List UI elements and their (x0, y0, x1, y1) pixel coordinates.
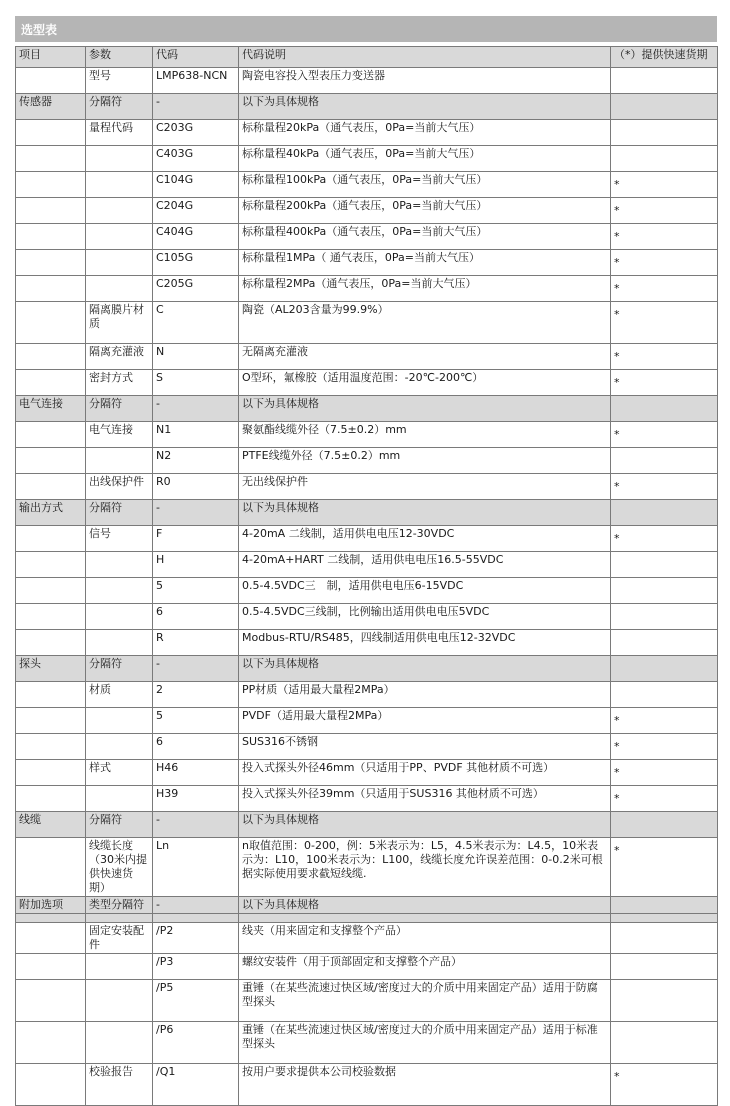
param-cell: 分隔符 (86, 94, 153, 120)
param-cell (86, 250, 153, 276)
param-cell (86, 630, 153, 656)
desc-cell: 投入式探头外径46mm（只适用于PP、PVDF 其他材质不可选） (239, 760, 611, 786)
table-row (16, 302, 718, 344)
table-row (16, 172, 718, 198)
code-cell: Ln (153, 838, 239, 897)
quick-delivery-cell: * (611, 838, 718, 897)
param-cell: 样式 (86, 760, 153, 786)
desc-cell: 聚氨酯线缆外径（7.5±0.2）mm (239, 422, 611, 448)
item-cell (16, 838, 86, 897)
desc-cell: 线夹（用来固定和支撑整个产品） (239, 923, 611, 954)
table-row (16, 786, 718, 812)
desc-cell: 以下为具体规格 (239, 94, 611, 120)
table-row (16, 1022, 718, 1064)
item-cell (16, 224, 86, 250)
code-cell: C204G (153, 198, 239, 224)
code-cell: LMP638-NCN (153, 68, 239, 94)
code-cell: N (153, 344, 239, 370)
quick-delivery-cell (611, 604, 718, 630)
code-cell: - (153, 396, 239, 422)
desc-cell: 无出线保护件 (239, 474, 611, 500)
param-cell: 固定安装配件 (86, 923, 153, 954)
desc-cell: 标称量程1MPa（ 通气表压，0Pa=当前大气压） (239, 250, 611, 276)
code-cell: 6 (153, 734, 239, 760)
desc-cell: 螺纹安装件（用于顶部固定和支撑整个产品） (239, 954, 611, 980)
param-cell (86, 980, 153, 1022)
desc-cell: 4-20mA+HART 二线制，适用供电电压16.5-55VDC (239, 552, 611, 578)
quick-delivery-cell (611, 578, 718, 604)
desc-cell: 无隔离充灌液 (239, 344, 611, 370)
desc-cell: 陶瓷（AL203含量为99.9%） (239, 302, 611, 344)
item-cell (16, 786, 86, 812)
header-desc: 代码说明 (239, 47, 611, 68)
code-cell: C205G (153, 276, 239, 302)
item-cell (16, 954, 86, 980)
bottom-divider (15, 913, 717, 914)
item-cell: 电气连接 (16, 396, 86, 422)
item-cell: 线缆 (16, 812, 86, 838)
param-cell: 线缆长度（30米内提供快速货期） (86, 838, 153, 897)
item-cell (16, 474, 86, 500)
table-header-row (16, 47, 718, 68)
header-item: 项目 (16, 47, 86, 68)
code-cell: - (153, 94, 239, 120)
param-cell (86, 198, 153, 224)
table-row (16, 708, 718, 734)
quick-delivery-cell: * (611, 250, 718, 276)
param-cell: 出线保护件 (86, 474, 153, 500)
quick-delivery-cell (611, 552, 718, 578)
item-cell (16, 422, 86, 448)
param-cell: 信号 (86, 526, 153, 552)
table-row (16, 276, 718, 302)
item-cell (16, 760, 86, 786)
table-row (16, 604, 718, 630)
item-cell (16, 1022, 86, 1064)
quick-delivery-cell: * (611, 526, 718, 552)
code-cell: H (153, 552, 239, 578)
code-cell: /P5 (153, 980, 239, 1022)
param-cell: 量程代码 (86, 120, 153, 146)
item-cell (16, 276, 86, 302)
desc-cell: 标称量程40kPa（通气表压，0Pa=当前大气压） (239, 146, 611, 172)
item-cell (16, 146, 86, 172)
param-cell (86, 146, 153, 172)
desc-cell: 以下为具体规格 (239, 812, 611, 838)
code-cell: /Q1 (153, 1064, 239, 1106)
desc-cell: PP材质（适用最大量程2MPa） (239, 682, 611, 708)
selection-table (15, 46, 718, 1106)
code-cell: 5 (153, 708, 239, 734)
desc-cell: 标称量程100kPa（通气表压，0Pa=当前大气压） (239, 172, 611, 198)
item-cell (16, 448, 86, 474)
param-cell: 分隔符 (86, 396, 153, 422)
quick-delivery-cell (611, 146, 718, 172)
code-cell: C (153, 302, 239, 344)
page-title: 选型表 (21, 23, 58, 37)
desc-cell: 4-20mA 二线制，适用供电电压12-30VDC (239, 526, 611, 552)
param-cell: 分隔符 (86, 656, 153, 682)
code-cell: /P2 (153, 923, 239, 954)
quick-delivery-cell: * (611, 370, 718, 396)
section-row (16, 897, 718, 923)
item-cell (16, 708, 86, 734)
item-cell: 传感器 (16, 94, 86, 120)
code-cell: 5 (153, 578, 239, 604)
item-cell (16, 370, 86, 396)
param-cell: 隔离充灌液 (86, 344, 153, 370)
desc-cell: 陶瓷电容投入型表压力变送器 (239, 68, 611, 94)
quick-delivery-cell: * (611, 1064, 718, 1106)
table-row (16, 734, 718, 760)
item-cell (16, 682, 86, 708)
desc-cell: Modbus-RTU/RS485，四线制适用供电电压12-32VDC (239, 630, 611, 656)
header-code: 代码 (153, 47, 239, 68)
quick-delivery-cell (611, 630, 718, 656)
table-row (16, 198, 718, 224)
item-cell (16, 172, 86, 198)
code-cell: N2 (153, 448, 239, 474)
desc-cell: 0.5-4.5VDC三 制，适用供电电压6-15VDC (239, 578, 611, 604)
section-row (16, 500, 718, 526)
quick-delivery-cell (611, 500, 718, 526)
header-param: 参数 (86, 47, 153, 68)
desc-cell: 以下为具体规格 (239, 656, 611, 682)
desc-cell: 标称量程20kPa（通气表压，0Pa=当前大气压） (239, 120, 611, 146)
section-row (16, 656, 718, 682)
item-cell (16, 980, 86, 1022)
quick-delivery-cell: * (611, 786, 718, 812)
desc-cell: PTFE线缆外径（7.5±0.2）mm (239, 448, 611, 474)
quick-delivery-cell (611, 812, 718, 838)
desc-cell: 以下为具体规格 (239, 897, 611, 923)
quick-delivery-cell (611, 448, 718, 474)
quick-delivery-cell (611, 1022, 718, 1064)
param-cell: 类型分隔符 (86, 897, 153, 923)
table-row (16, 923, 718, 954)
item-cell (16, 344, 86, 370)
param-cell: 材质 (86, 682, 153, 708)
code-cell: /P6 (153, 1022, 239, 1064)
item-cell (16, 734, 86, 760)
quick-delivery-cell (611, 656, 718, 682)
item-cell (16, 552, 86, 578)
desc-cell: 投入式探头外径39mm（只适用于SUS316 其他材质不可选） (239, 786, 611, 812)
table-row (16, 980, 718, 1022)
param-cell (86, 448, 153, 474)
desc-cell: 0.5-4.5VDC三线制，比例输出适用供电电压5VDC (239, 604, 611, 630)
table-row (16, 448, 718, 474)
desc-cell: 标称量程2MPa（通气表压，0Pa=当前大气压） (239, 276, 611, 302)
quick-delivery-cell (611, 94, 718, 120)
code-cell: C404G (153, 224, 239, 250)
desc-cell: 按用户要求提供本公司校验数据 (239, 1064, 611, 1106)
item-cell: 探头 (16, 656, 86, 682)
desc-cell: 标称量程400kPa（通气表压，0Pa=当前大气压） (239, 224, 611, 250)
code-cell: - (153, 897, 239, 923)
quick-delivery-cell (611, 120, 718, 146)
item-cell (16, 578, 86, 604)
quick-delivery-cell: * (611, 344, 718, 370)
table-row (16, 838, 718, 897)
code-cell: - (153, 500, 239, 526)
code-cell: H39 (153, 786, 239, 812)
table-row (16, 224, 718, 250)
quick-delivery-cell: * (611, 474, 718, 500)
section-row (16, 396, 718, 422)
table-row (16, 552, 718, 578)
table-row (16, 250, 718, 276)
table-row (16, 422, 718, 448)
table-row (16, 474, 718, 500)
desc-cell: 标称量程200kPa（通气表压，0Pa=当前大气压） (239, 198, 611, 224)
param-cell (86, 604, 153, 630)
quick-delivery-cell: * (611, 734, 718, 760)
quick-delivery-cell: * (611, 302, 718, 344)
param-cell (86, 786, 153, 812)
table-row (16, 630, 718, 656)
param-cell: 分隔符 (86, 812, 153, 838)
item-cell (16, 630, 86, 656)
quick-delivery-cell: * (611, 422, 718, 448)
param-cell (86, 708, 153, 734)
desc-cell: 重锤（在某些流速过快区域/密度过大的介质中用来固定产品）适用于标准型探头 (239, 1022, 611, 1064)
table-row (16, 68, 718, 94)
param-cell (86, 276, 153, 302)
item-cell (16, 302, 86, 344)
table-row (16, 578, 718, 604)
table-row (16, 760, 718, 786)
item-cell (16, 923, 86, 954)
item-cell (16, 526, 86, 552)
code-cell: N1 (153, 422, 239, 448)
quick-delivery-cell: * (611, 224, 718, 250)
param-cell (86, 224, 153, 250)
item-cell: 输出方式 (16, 500, 86, 526)
quick-delivery-cell (611, 980, 718, 1022)
table-row (16, 120, 718, 146)
item-cell (16, 604, 86, 630)
desc-cell: SUS316不锈钢 (239, 734, 611, 760)
table-row (16, 682, 718, 708)
desc-cell: PVDF（适用最大量程2MPa） (239, 708, 611, 734)
desc-cell: n取值范围：0-200，例：5米表示为：L5，4.5米表示为：L4.5，10米表示为：L10，100米表示为：L100，线缆长度允许误差范围：0-0.2米可根据实际使用要求截短线缆. (239, 838, 611, 897)
table-row (16, 370, 718, 396)
param-cell (86, 552, 153, 578)
code-cell: H46 (153, 760, 239, 786)
code-cell: C104G (153, 172, 239, 198)
code-cell: C403G (153, 146, 239, 172)
title-bar (15, 16, 717, 42)
item-cell (16, 1064, 86, 1106)
param-cell (86, 578, 153, 604)
code-cell: 6 (153, 604, 239, 630)
table-row (16, 146, 718, 172)
code-cell: R0 (153, 474, 239, 500)
quick-delivery-cell (611, 68, 718, 94)
code-cell: /P3 (153, 954, 239, 980)
code-cell: C105G (153, 250, 239, 276)
quick-delivery-cell: * (611, 708, 718, 734)
section-row (16, 94, 718, 120)
param-cell (86, 734, 153, 760)
item-cell (16, 250, 86, 276)
param-cell: 密封方式 (86, 370, 153, 396)
param-cell (86, 954, 153, 980)
quick-delivery-cell (611, 954, 718, 980)
code-cell: - (153, 656, 239, 682)
item-cell (16, 120, 86, 146)
param-cell: 校验报告 (86, 1064, 153, 1106)
quick-delivery-cell (611, 897, 718, 923)
table-row (16, 954, 718, 980)
desc-cell: O型环，氟橡胶（适用温度范围：-20℃-200℃） (239, 370, 611, 396)
code-cell: C203G (153, 120, 239, 146)
item-cell: 附加选项 (16, 897, 86, 923)
section-row (16, 812, 718, 838)
code-cell: F (153, 526, 239, 552)
quick-delivery-cell (611, 682, 718, 708)
table-row (16, 1064, 718, 1106)
item-cell (16, 198, 86, 224)
item-cell (16, 68, 86, 94)
param-cell (86, 172, 153, 198)
param-cell: 电气连接 (86, 422, 153, 448)
code-cell: R (153, 630, 239, 656)
table-row (16, 344, 718, 370)
desc-cell: 重锤（在某些流速过快区域/密度过大的介质中用来固定产品）适用于防腐型探头 (239, 980, 611, 1022)
header-quick-delivery: （*）提供快速货期 (611, 47, 718, 68)
quick-delivery-cell: * (611, 172, 718, 198)
quick-delivery-cell (611, 923, 718, 954)
param-cell: 隔离膜片材质 (86, 302, 153, 344)
desc-cell: 以下为具体规格 (239, 500, 611, 526)
code-cell: 2 (153, 682, 239, 708)
desc-cell: 以下为具体规格 (239, 396, 611, 422)
quick-delivery-cell (611, 396, 718, 422)
quick-delivery-cell: * (611, 276, 718, 302)
code-cell: - (153, 812, 239, 838)
param-cell: 型号 (86, 68, 153, 94)
quick-delivery-cell: * (611, 760, 718, 786)
table-row (16, 526, 718, 552)
param-cell: 分隔符 (86, 500, 153, 526)
quick-delivery-cell: * (611, 198, 718, 224)
param-cell (86, 1022, 153, 1064)
code-cell: S (153, 370, 239, 396)
